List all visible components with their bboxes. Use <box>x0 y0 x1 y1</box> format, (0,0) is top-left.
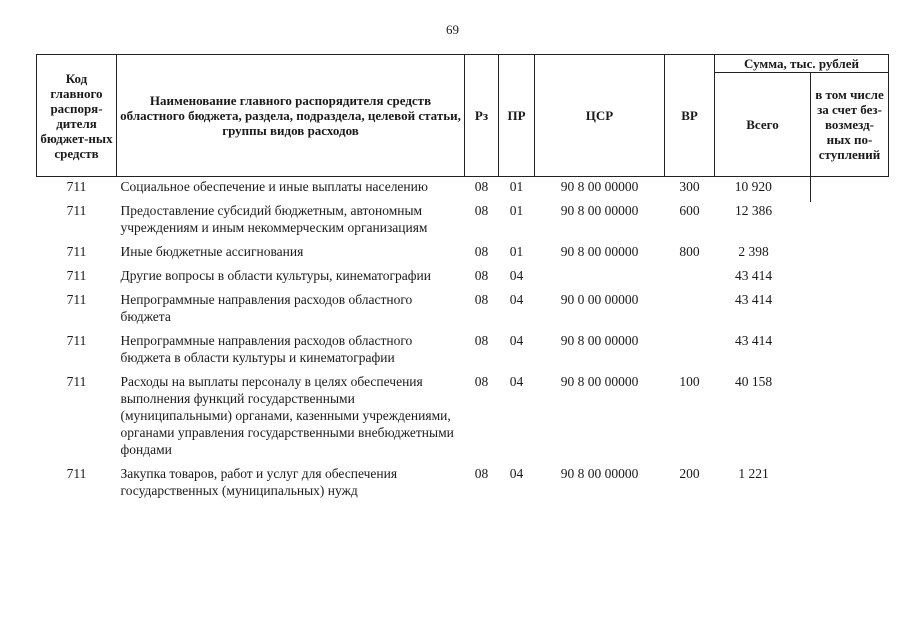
cell-vr: 100 <box>679 374 700 389</box>
header-sum-group: Сумма, тыс. рублей <box>715 55 889 73</box>
cell-total: 2 398 <box>738 244 769 259</box>
cell-rz: 08 <box>474 179 489 194</box>
cell-pr: 04 <box>509 268 524 283</box>
cell-free <box>811 202 889 243</box>
cell-free <box>811 267 889 291</box>
cell-csr <box>535 267 665 291</box>
cell-pr: 01 <box>509 179 524 194</box>
cell-total: 43 414 <box>734 268 773 283</box>
cell-name: Расходы на выплаты персоналу в целях обеспечения выполнения функций государственными (муниципальными) органами, казенными учреждениями, органами управления государственными внебюджетными фондами <box>120 374 454 457</box>
cell-pr: 04 <box>509 466 524 481</box>
header-rz: Рз <box>465 55 499 177</box>
cell-name: Непрограммные направления расходов областного бюджета в области культуры и кинематографии <box>120 333 413 365</box>
cell-pr: 04 <box>509 374 524 389</box>
cell-code: 711 <box>66 333 87 348</box>
cell-free <box>811 373 889 465</box>
header-total: Всего <box>715 73 811 177</box>
cell-code: 711 <box>66 292 87 307</box>
cell-name: Иные бюджетные ассигнования <box>120 244 304 259</box>
header-vr: ВР <box>665 55 715 177</box>
cell-code: 711 <box>66 203 87 218</box>
cell-total: 40 158 <box>734 374 773 389</box>
cell-code: 711 <box>66 179 87 194</box>
header-pr: ПР <box>499 55 535 177</box>
cell-code: 711 <box>66 268 87 283</box>
cell-rz: 08 <box>474 244 489 259</box>
cell-free <box>811 332 889 373</box>
header-csr: ЦСР <box>535 55 665 177</box>
cell-csr: 90 8 00 00000 <box>560 333 639 348</box>
cell-total: 12 386 <box>734 203 773 218</box>
cell-code: 711 <box>66 374 87 389</box>
cell-csr: 90 8 00 00000 <box>560 244 639 259</box>
cell-name: Другие вопросы в области культуры, кинематографии <box>120 268 431 283</box>
page-number: 69 <box>446 22 459 37</box>
cell-pr: 01 <box>509 244 524 259</box>
cell-csr: 90 8 00 00000 <box>560 374 639 389</box>
cell-csr: 90 8 00 00000 <box>560 179 639 194</box>
cell-name: Непрограммные направления расходов областного бюджета <box>120 292 413 324</box>
cell-code: 711 <box>66 244 87 259</box>
cell-vr <box>665 291 715 332</box>
table-row <box>37 177 889 203</box>
cell-name: Предоставление субсидий бюджетным, автономным учреждениям и иным некоммерческим организациям <box>120 203 428 235</box>
cell-total: 1 221 <box>738 466 769 481</box>
table-row <box>37 243 889 267</box>
cell-total: 43 414 <box>734 292 773 307</box>
cell-free <box>811 243 889 267</box>
header-name: Наименование главного распорядителя средств областного бюджета, раздела, подраздела, целевой статьи, группы видов расходов <box>117 55 465 177</box>
cell-vr: 200 <box>679 466 700 481</box>
cell-csr: 90 8 00 00000 <box>560 203 639 218</box>
cell-free <box>811 291 889 332</box>
cell-pr: 01 <box>509 203 524 218</box>
cell-total: 43 414 <box>734 333 773 348</box>
cell-vr: 600 <box>679 203 700 218</box>
cell-rz: 08 <box>474 203 489 218</box>
table-row <box>37 465 889 506</box>
table-row <box>37 291 889 332</box>
cell-vr: 300 <box>679 179 700 194</box>
cell-free <box>811 177 889 203</box>
table-row <box>37 373 889 465</box>
cell-free <box>811 465 889 506</box>
cell-vr <box>665 267 715 291</box>
table-row <box>37 202 889 243</box>
cell-rz: 08 <box>474 268 489 283</box>
header-code: Код главного распоря-дителя бюджет-ных средств <box>37 55 117 177</box>
cell-csr: 90 8 00 00000 <box>560 466 639 481</box>
cell-total: 10 920 <box>734 179 772 194</box>
cell-csr: 90 0 00 00000 <box>560 292 639 307</box>
cell-rz: 08 <box>474 466 489 481</box>
table-row <box>37 332 889 373</box>
cell-pr: 04 <box>509 292 524 307</box>
cell-name: Социальное обеспечение и иные выплаты населению <box>120 179 428 194</box>
header-free: в том числе за счет без-возмезд-ных по-ступлений <box>811 73 889 177</box>
cell-rz: 08 <box>474 292 489 307</box>
cell-code: 711 <box>66 466 87 481</box>
cell-name: Закупка товаров, работ и услуг для обеспечения государственных (муниципальных) нужд <box>120 466 398 498</box>
table-header <box>37 55 889 177</box>
budget-table <box>36 54 889 506</box>
cell-rz: 08 <box>474 374 489 389</box>
table-row <box>37 267 889 291</box>
cell-pr: 04 <box>509 333 524 348</box>
table-body <box>37 177 889 507</box>
cell-rz: 08 <box>474 333 489 348</box>
cell-vr: 800 <box>679 244 700 259</box>
cell-vr <box>665 332 715 373</box>
